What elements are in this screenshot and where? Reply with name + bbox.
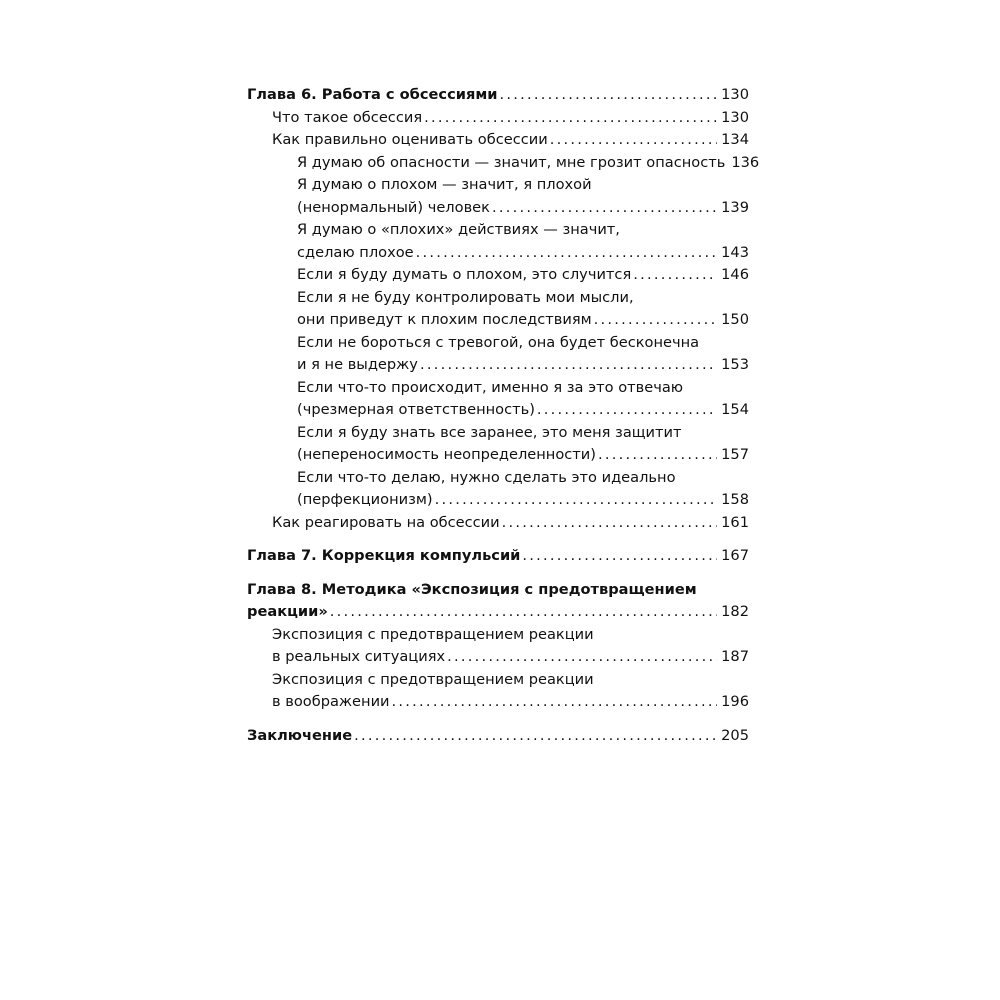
dot-leader	[416, 242, 718, 265]
toc-entry-chapter-6[interactable]	[247, 84, 749, 107]
toc-entry-chapter-8[interactable]	[247, 601, 749, 624]
page-number: 182	[721, 603, 749, 620]
entry-title: Я думаю о плохом — значит, я плохой	[297, 176, 592, 193]
entry-title: Что такое обсессия	[272, 108, 423, 126]
entry-title: Экспозиция с предотвращением реакции	[272, 670, 594, 688]
entry-title: Если не бороться с тревогой, она будет бесконечна	[297, 333, 700, 351]
page-number: 157	[721, 446, 749, 463]
toc-entry-perfectionism[interactable]	[247, 489, 749, 512]
entry-title: Как реагировать на обсессии	[272, 513, 500, 531]
toc-entry-anxiety-line1[interactable]	[247, 332, 749, 355]
dot-leader	[594, 309, 718, 332]
toc-entry-responsibility[interactable]	[247, 399, 749, 422]
toc-entry-control-thoughts[interactable]	[247, 309, 749, 332]
table-of-contents	[247, 84, 760, 747]
entry-title-cont: (перфекционизм)	[297, 491, 433, 508]
dot-leader	[492, 197, 717, 220]
page-number: 130	[721, 86, 749, 103]
dot-leader	[420, 354, 717, 377]
toc-entry-bad-actions[interactable]	[247, 242, 749, 265]
entry-title-cont: (непереносимость неопределенности)	[297, 446, 596, 463]
page-number: 146	[721, 266, 749, 283]
page-number: 205	[721, 726, 749, 744]
toc-entry-what-is-obsession[interactable]	[247, 107, 749, 130]
dot-leader	[550, 129, 717, 152]
section-spacer	[247, 534, 749, 545]
section-spacer	[247, 714, 749, 725]
entry-title-cont: они приведут к плохим последствиям	[297, 311, 592, 328]
toc-entry-responsibility-line1[interactable]	[247, 377, 749, 400]
toc-entry-bad-actions-line1[interactable]	[247, 219, 749, 242]
dot-leader	[502, 512, 717, 535]
page-number: 187	[721, 648, 749, 665]
toc-entry-uncertainty-line1[interactable]	[247, 422, 749, 445]
toc-entry-bad-person-line1[interactable]	[247, 174, 749, 197]
toc-entry-chapter-7[interactable]	[247, 545, 749, 568]
section-spacer	[247, 568, 749, 579]
toc-entry-anxiety[interactable]	[247, 354, 749, 377]
entry-title-cont: (ненормальный) человек	[297, 198, 490, 216]
entry-title: Экспозиция с предотвращением реакции	[272, 625, 594, 643]
toc-entry-danger[interactable]	[247, 152, 760, 175]
dot-leader	[522, 545, 717, 568]
page-number: 143	[721, 243, 749, 261]
page-number: 136	[731, 153, 760, 171]
toc-entry-exposure-real[interactable]	[247, 646, 749, 669]
entry-title: Если что-то делаю, нужно сделать это идеально	[297, 468, 676, 486]
toc-entry-bad-person[interactable]	[247, 197, 749, 220]
toc-entry-exposure-real-line1[interactable]	[247, 624, 749, 647]
dot-leader	[633, 264, 717, 287]
page-number: 134	[721, 131, 749, 148]
dot-leader	[499, 84, 717, 107]
dot-leader	[537, 399, 717, 422]
page-number: 167	[721, 547, 749, 564]
toc-entry-chapter-8-line1[interactable]	[247, 579, 749, 602]
page-number: 139	[721, 198, 749, 216]
page-number: 161	[721, 513, 749, 531]
toc-entry-conclusion[interactable]	[247, 725, 749, 748]
page-number: 153	[721, 356, 749, 373]
toc-entry-react-obsessions[interactable]	[247, 512, 749, 535]
dot-leader	[392, 691, 718, 714]
toc-entry-perfectionism-line1[interactable]	[247, 467, 749, 490]
page-number: 158	[721, 491, 749, 508]
dot-leader	[330, 601, 717, 624]
entry-title-cont: (чрезмерная ответственность)	[297, 401, 535, 418]
entry-title: Заключение	[247, 726, 353, 744]
toc-entry-uncertainty[interactable]	[247, 444, 749, 467]
toc-entry-evaluate-obsessions[interactable]	[247, 129, 749, 152]
page-number: 150	[721, 311, 749, 328]
dot-leader	[354, 725, 717, 748]
toc-entry-exposure-imagination-line1[interactable]	[247, 669, 749, 692]
dot-leader	[435, 489, 718, 512]
toc-entry-control-thoughts-line1[interactable]	[247, 287, 749, 310]
entry-title-cont: сделаю плохое	[297, 243, 414, 261]
dot-leader	[424, 107, 717, 130]
entry-title: Глава 6. Работа с обсессиями	[247, 86, 498, 103]
entry-title: Если я буду знать все заранее, это меня защитит	[297, 423, 682, 441]
entry-title: Я думаю о «плохих» действиях — значит,	[297, 221, 620, 238]
entry-title: Как правильно оценивать обсессии	[272, 131, 548, 148]
dot-leader	[447, 646, 717, 669]
dot-leader	[598, 444, 717, 467]
page-number: 130	[721, 108, 749, 126]
entry-title: Если я буду думать о плохом, это случится	[297, 266, 632, 283]
page-number: 154	[721, 401, 749, 418]
entry-title: Если я не буду контролировать мои мысли,	[297, 288, 634, 306]
entry-title: Я думаю об опасности — значит, мне грозит опасность	[297, 153, 726, 171]
entry-title: Глава 7. Коррекция компульсий	[247, 547, 521, 564]
entry-title-cont: в воображении	[272, 693, 390, 710]
entry-title-cont: реакции»	[247, 603, 328, 620]
page-number: 196	[721, 693, 749, 710]
entry-title: Глава 8. Методика «Экспозиция с предотвращением	[247, 580, 697, 598]
entry-title-cont: в реальных ситуациях	[272, 648, 446, 665]
toc-entry-will-happen[interactable]	[247, 264, 749, 287]
entry-title-cont: и я не выдержу	[297, 356, 418, 373]
toc-entry-exposure-imagination[interactable]	[247, 691, 749, 714]
entry-title: Если что-то происходит, именно я за это отвечаю	[297, 378, 684, 396]
